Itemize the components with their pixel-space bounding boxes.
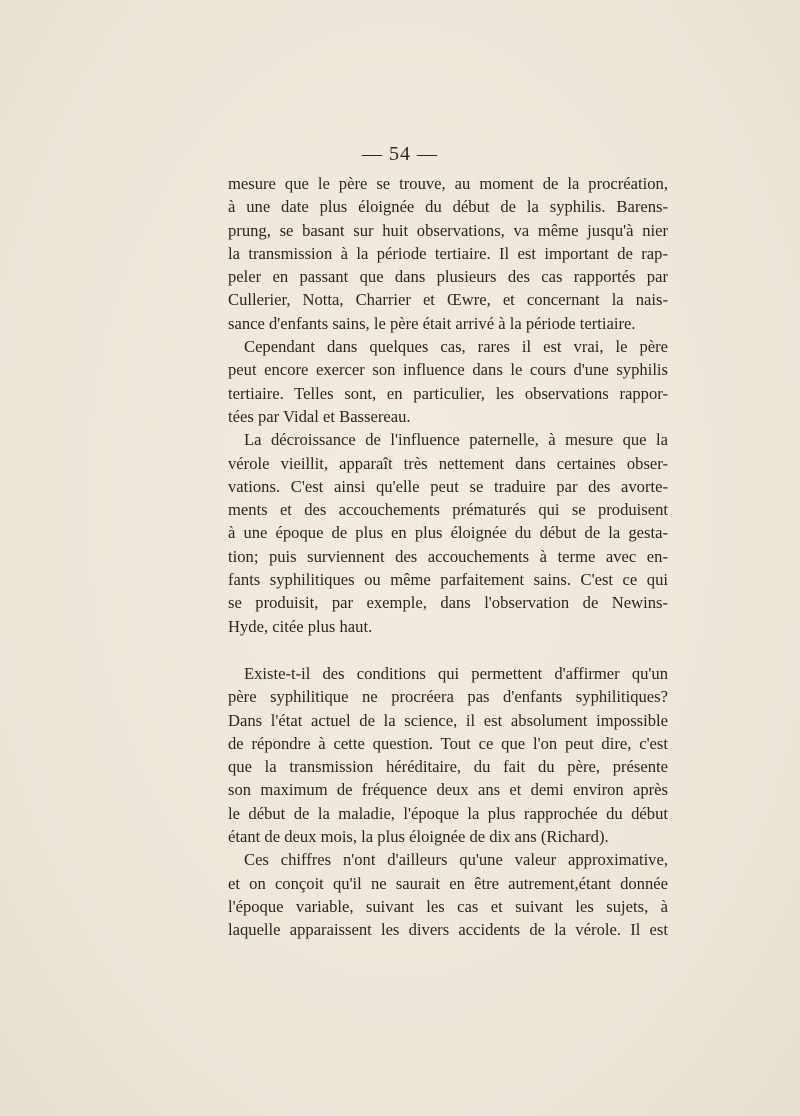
page-number: — 54 — bbox=[362, 143, 438, 165]
text-line: Cullerier, Notta, Charrier et Œwre, et concernant la nais- bbox=[228, 290, 668, 310]
text-line: Cependant dans quelques cas, rares il est vrai, le père bbox=[244, 337, 668, 357]
text-line: fants syphilitiques ou même parfaitement sains. C'est ce qui bbox=[228, 570, 668, 590]
text-line: Existe-t-il des conditions qui permettent d'affirmer qu'un bbox=[244, 664, 668, 683]
text-line: se produisit, par exemple, dans l'observation de Newins- bbox=[228, 593, 668, 613]
text-line: l'époque variable, suivant les cas et suivant les sujets, à bbox=[228, 896, 668, 916]
text-line: vérole vieillit, apparaît très nettement dans certaines obser- bbox=[228, 453, 668, 473]
text-line: à une époque de plus en plus éloignée du début de la gesta- bbox=[228, 523, 668, 543]
text-line: de répondre à cette question. Tout ce que l'on peut dire, c'est bbox=[228, 733, 668, 753]
text-line: Dans l'état actuel de la science, il est absolument impossible bbox=[228, 710, 668, 730]
text-line: prung, se basant sur huit observations, va même jusqu'à nier bbox=[228, 220, 668, 240]
text-line: étant de deux mois, la plus éloignée de dix ans (Richard). bbox=[228, 827, 609, 847]
text-line: le début de la maladie, l'époque la plus rapprochée du début bbox=[228, 803, 668, 823]
paragraph-1 bbox=[228, 172, 668, 638]
text-line: père syphilitique ne procréera pas d'enfants syphilitiques? bbox=[228, 687, 668, 707]
text-line: et on conçoit qu'il ne saurait en être autrement,étant donnée bbox=[228, 873, 668, 893]
text-line: mesure que le père se trouve, au moment de la procréation, bbox=[228, 174, 668, 193]
text-line: à une date plus éloignée du début de la syphilis. Barens- bbox=[228, 197, 668, 217]
text-line: que la transmission héréditaire, du fait du père, présente bbox=[228, 757, 668, 777]
text-line: vations. C'est ainsi qu'elle peut se traduire par des avorte- bbox=[228, 476, 668, 496]
text-line: La décroissance de l'influence paternelle, à mesure que la bbox=[244, 430, 668, 450]
text-line: tertiaire. Telles sont, en particulier, les observations rappor- bbox=[228, 383, 668, 403]
paragraph-4 bbox=[228, 662, 668, 942]
text-line: son maximum de fréquence deux ans et demi environ après bbox=[228, 780, 668, 800]
text-line: laquelle apparaissent les divers accidents de la vérole. Il est bbox=[228, 920, 668, 940]
text-line: tion; puis surviennent des accouchements à terme avec en- bbox=[228, 546, 668, 566]
text-line: Ces chiffres n'ont d'ailleurs qu'une valeur approximative, bbox=[244, 850, 668, 870]
text-line: ments et des accouchements prématurés qui se produisent bbox=[228, 500, 668, 520]
text-line: peler en passant que dans plusieurs des cas rapportés par bbox=[228, 267, 668, 287]
text-line: sance d'enfants sains, le père était arrivé à la période tertiaire. bbox=[228, 313, 636, 333]
text-line: peut encore exercer son influence dans le cours d'une syphilis bbox=[228, 360, 668, 380]
text-line: la transmission à la période tertiaire. Il est important de rap- bbox=[228, 243, 668, 263]
text-line: tées par Vidal et Bassereau. bbox=[228, 406, 411, 426]
text-line: Hyde, citée plus haut. bbox=[228, 616, 373, 636]
